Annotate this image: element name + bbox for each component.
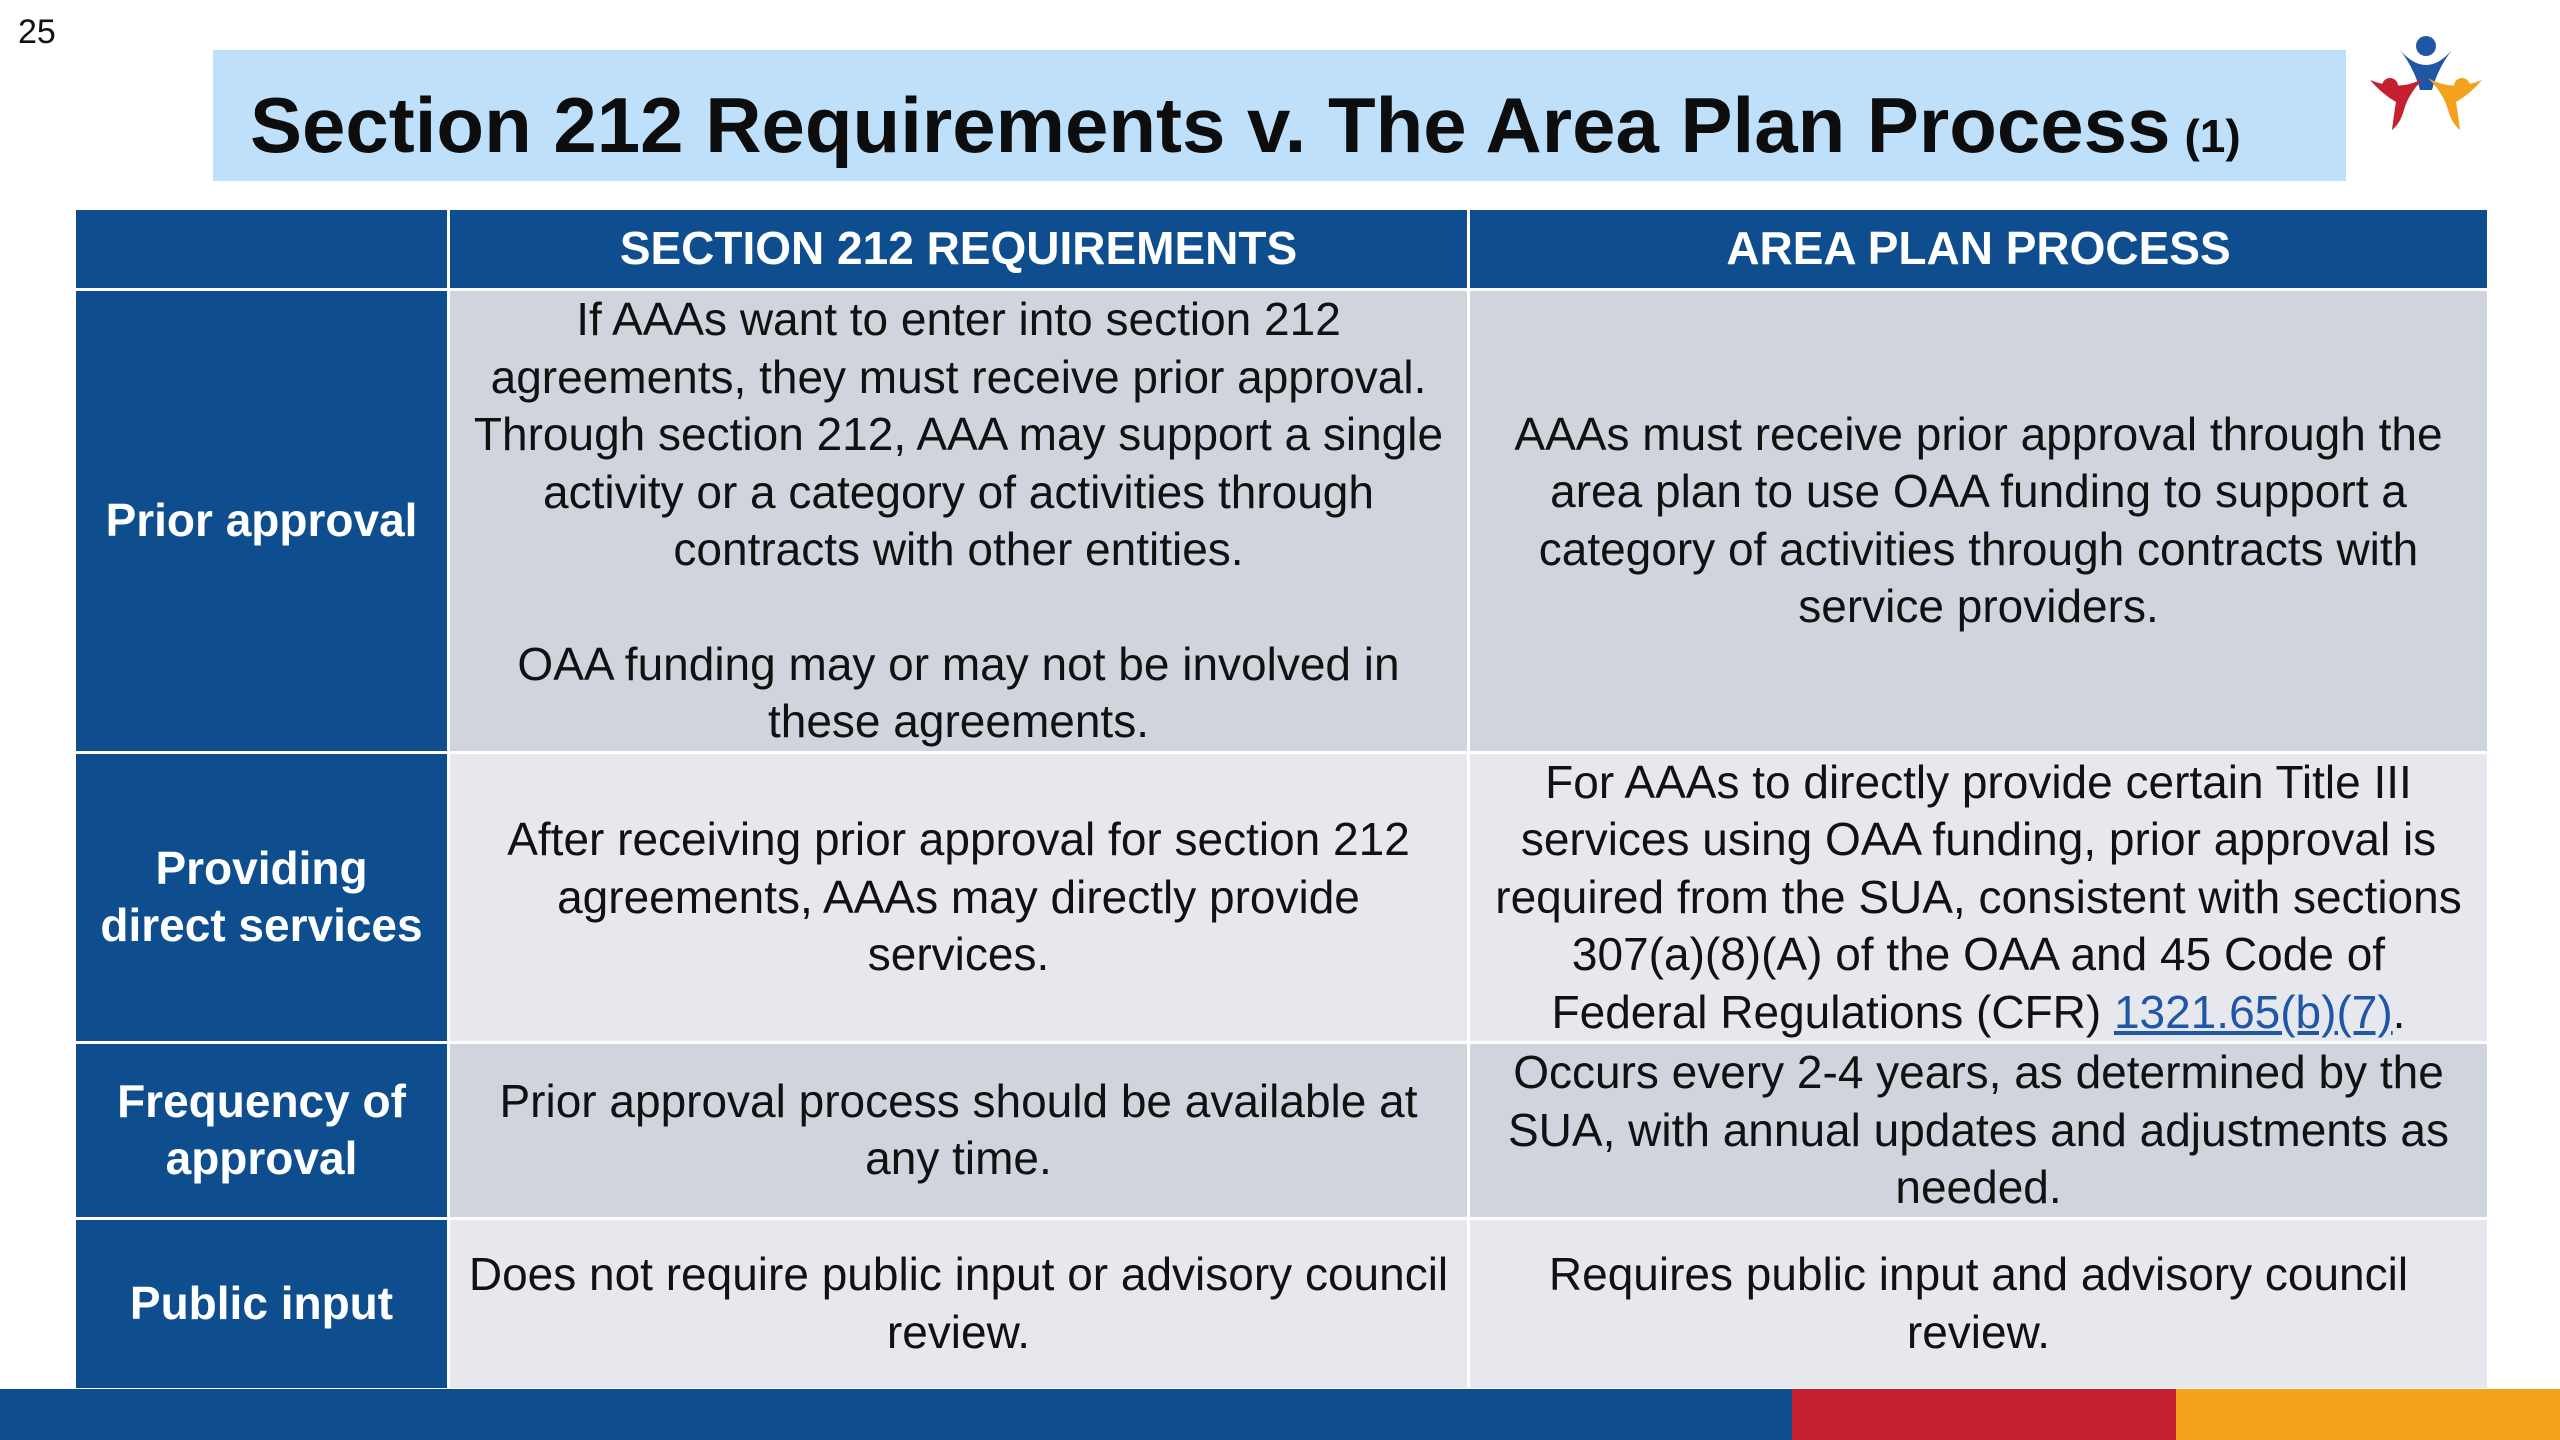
footer-bar-blue <box>0 1389 1792 1440</box>
section212-cell: Prior approval process should be available at any time. <box>449 1043 1469 1219</box>
area-plan-cell: AAAs must receive prior approval through the area plan to use OAA funding to support a category of activities through contracts with service providers. <box>1469 290 2489 753</box>
people-figures-logo-icon <box>2360 28 2490 138</box>
header-empty <box>75 209 449 290</box>
title-band <box>213 50 2346 181</box>
area-plan-cell: Requires public input and advisory council review. <box>1469 1218 2489 1389</box>
area-plan-end: . <box>2392 985 2406 1038</box>
comparison-table <box>73 207 2490 1391</box>
table-row <box>75 1043 2489 1219</box>
row-label: Public input <box>75 1218 449 1389</box>
table-row <box>75 752 2489 1043</box>
table-row <box>75 1218 2489 1389</box>
page-title-suffix: (1) <box>2184 110 2241 162</box>
area-plan-cell <box>1469 752 2489 1043</box>
row-label: Providing direct services <box>75 752 449 1043</box>
section212-paragraph: If AAAs want to enter into section 212 agreements, they must receive prior approval. Through section 212, AAA may support a single activity or a category of activities through contracts with other entities. <box>473 293 1444 575</box>
page-title <box>250 75 2346 186</box>
section212-paragraph: OAA funding may or may not be involved in these agreements. <box>517 637 1400 747</box>
section212-cell <box>449 290 1469 753</box>
footer-bar-orange <box>2176 1389 2560 1440</box>
area-plan-text: For AAAs to directly provide certain Title III services using OAA funding, prior approval is required from the SUA, consistent with sections 307(a)(8)(A) of the OAA and 45 Code of Federal Regulations (CFR) <box>1495 755 2462 1038</box>
header-section212: SECTION 212 REQUIREMENTS <box>449 209 1469 290</box>
table-row <box>75 290 2489 753</box>
section212-cell: Does not require public input or advisory council review. <box>449 1218 1469 1389</box>
area-plan-cell: Occurs every 2-4 years, as determined by the SUA, with annual updates and adjustments as needed. <box>1469 1043 2489 1219</box>
cfr-link[interactable]: 1321.65(b)(7) <box>2113 985 2393 1038</box>
page-number: 25 <box>18 13 56 51</box>
row-label: Frequency of approval <box>75 1043 449 1219</box>
page-title-main: Section 212 Requirements v. The Area Plan Process <box>250 81 2171 169</box>
paragraph-gap <box>468 579 1449 636</box>
section212-cell: After receiving prior approval for section 212 agreements, AAAs may directly provide services. <box>449 752 1469 1043</box>
table-header-row <box>75 209 2489 290</box>
header-area-plan: AREA PLAN PROCESS <box>1469 209 2489 290</box>
row-label: Prior approval <box>75 290 449 753</box>
footer-bar-red <box>1792 1389 2176 1440</box>
